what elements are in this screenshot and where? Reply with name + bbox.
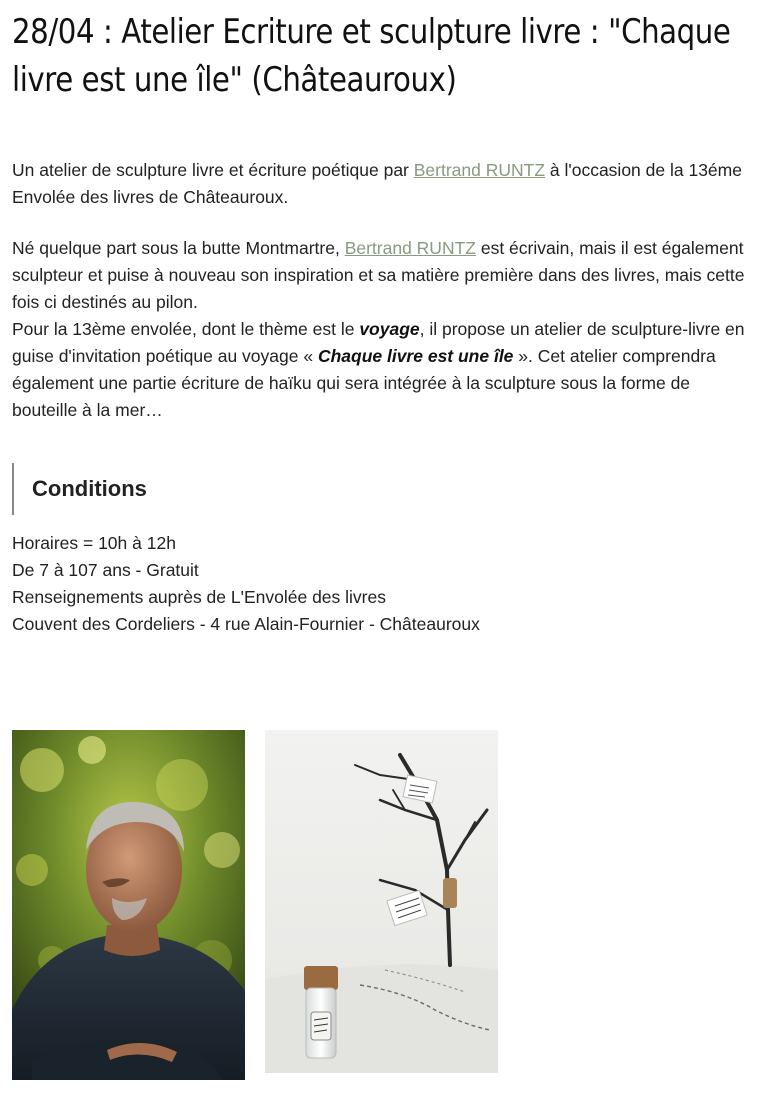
bio-line-2: [12, 316, 750, 424]
condition-line: Renseignements auprès de L'Envolée des livres: [12, 587, 386, 607]
page-title: 28/04 : Atelier Ecriture et sculpture livre : "Chaque livre est une île" (Châteauroux): [12, 12, 731, 100]
condition-line: Couvent des Cordeliers - 4 rue Alain-Fournier - Châteauroux: [12, 614, 480, 634]
sculpture-image: [265, 730, 498, 1073]
workshop-quote: Chaque livre est une île: [317, 346, 514, 366]
condition-line: De 7 à 107 ans - Gratuit: [12, 560, 199, 580]
condition-line: Horaires = 10h à 12h: [12, 533, 176, 553]
author-link[interactable]: Bertrand RUNTZ: [413, 160, 546, 180]
bio-text: Né quelque part sous la butte Montmartre,: [12, 238, 345, 258]
theme-text-mid: , il propose un atelier de sculpture-livre en guise d'invitation poétique au voyage «: [12, 319, 745, 366]
theme-word: voyage: [359, 319, 420, 339]
intro-paragraph: [12, 157, 750, 211]
author-link-2[interactable]: Bertrand RUNTZ: [344, 238, 476, 258]
bio-line-1: [12, 235, 750, 316]
bio-paragraph: [12, 235, 750, 424]
theme-text-end: ». Cet atelier comprendra également une partie écriture de haïku qui sera intégrée à la sculpture sous la forme de bouteille à la mer…: [12, 346, 716, 420]
intro-text: Un atelier de sculpture livre et écriture poétique par: [12, 160, 414, 180]
portrait-photo: [12, 730, 245, 1080]
conditions-heading: Conditions: [12, 463, 147, 515]
portrait-image: [12, 730, 245, 1080]
bio-text-end: est écrivain, mais il est également sculpteur et puise à nouveau son inspiration et sa matière première dans des livres, mais cette fois ci destinés au pilon.: [12, 238, 745, 312]
sculpture-photo: [265, 730, 498, 1073]
intro-text-end: à l'occasion de la 13éme Envolée des livres de Châteauroux.: [12, 160, 742, 207]
theme-text: Pour la 13ème envolée, dont le thème est le: [12, 319, 360, 339]
conditions-list: [12, 530, 750, 638]
